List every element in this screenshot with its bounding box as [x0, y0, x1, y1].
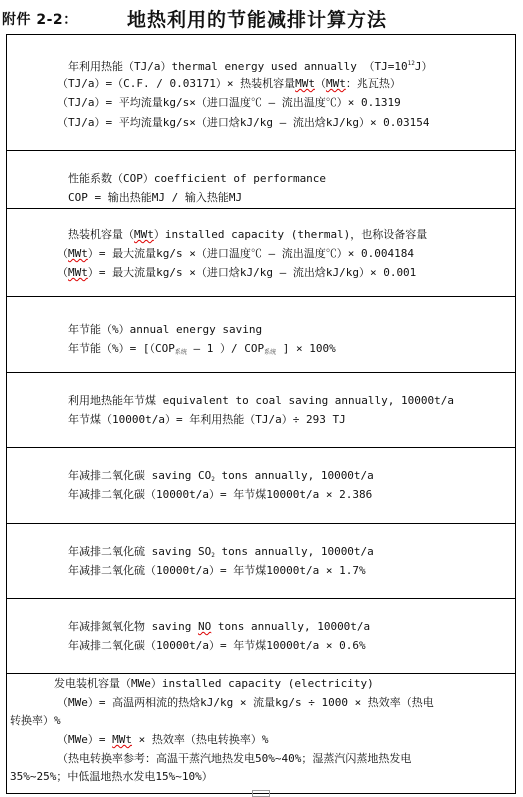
page-scroll-marker [252, 790, 270, 797]
co2-line-2: 年减排二氧化碳（10000t/a）= 年节煤10000t/a × 2.386 [68, 488, 373, 501]
section-annual-heat [6, 35, 516, 151]
section-capacity-electric [6, 674, 516, 794]
nox-line-1: 年减排氮氧化物 saving NO tons annually, 10000t/a [68, 620, 371, 633]
section-co2 [6, 448, 516, 524]
section-so2 [6, 524, 516, 599]
so2-line-2: 年减排二氧化硫（10000t/a）= 年节煤10000t/a × 1.7% [68, 564, 366, 577]
document-header [0, 0, 523, 34]
co2-line-1: 年减排二氧化碳 saving $CO_2$ tons annually, 10000t/a [68, 469, 374, 483]
coal-line-1: 利用地热能年节煤 equivalent to coal saving annually, 10000t/a [68, 394, 455, 407]
annual-heat-line-3: （TJ/a）= 平均流量kg/s×（进口温度℃ – 流出温度℃）× 0.1319 [57, 96, 401, 109]
capacity-thermal-line-3: （MWt）= 最大流量kg/s ×（进口焓kJ/kg – 流出焓kJ/kg）× 0.001 [57, 266, 417, 279]
energy-saving-line-1: 年节能（%）annual energy saving [68, 323, 263, 336]
document-title: 地热利用的节能减排计算方法 [127, 9, 388, 31]
cop-line-1: 性能系数（COP）coefficient of performance [68, 172, 327, 185]
section-coal [6, 373, 516, 448]
section-nox [6, 599, 516, 674]
annual-heat-line-2: （TJ/a）=（C.F. / 0.03171）× 热装机容量MWt（MWt：兆瓦热） [57, 77, 401, 90]
annual-heat-line-1: 年利用热能（TJ/a）thermal energy used annually $(TJ=10^{12}J)$ [68, 60, 433, 73]
capacity-electric-line-1: 发电装机容量（MWe）installed capacity (electricity) [54, 677, 374, 690]
nox-line-2: 年减排二氧化碳（10000t/a）= 年节煤10000t/a × 0.6% [68, 639, 366, 652]
cop-line-2: COP = 输出热能MJ / 输入热能MJ [68, 191, 243, 204]
so2-line-1: 年减排二氧化硫 saving $SO_2$ tons annually, 10000t/a [68, 545, 374, 559]
capacity-thermal-line-2: （MWt）= 最大流量kg/s ×（进口温度℃ – 流出温度℃）× 0.004184 [57, 247, 414, 260]
formula-table [6, 34, 516, 794]
capacity-thermal-line-1: 热装机容量（MWt）installed capacity (thermal)，也称设备容量 [68, 228, 428, 241]
section-energy-saving [6, 297, 516, 373]
attachment-label: 附件 2-2： [2, 12, 78, 28]
capacity-electric-line-3: 转换率）% [10, 714, 61, 727]
capacity-electric-line-5: （热电转换率参考：高温干蒸汽地热发电50%~40%；湿蒸汽闪蒸地热发电 [57, 752, 412, 765]
capacity-electric-line-6: 35%~25%；中低温地热水发电15%~10%） [10, 770, 213, 783]
capacity-electric-line-4: （MWe）= MWt × 热效率（热电转换率）% [57, 733, 269, 746]
section-cop [6, 151, 516, 209]
section-capacity-thermal [6, 209, 516, 297]
coal-line-2: 年节煤（10000t/a）= 年利用热能（TJ/a）÷ 293 TJ [68, 413, 346, 426]
annual-heat-line-4: （TJ/a）= 平均流量kg/s×（进口焓kJ/kg – 流出焓kJ/kg）× 0.03154 [57, 116, 430, 129]
capacity-electric-line-2: （MWe）= 高温两相流的热焓kJ/kg × 流量kg/s ÷ 1000 × 热效率（热电 [57, 696, 434, 709]
energy-saving-line-2: 年节能（%）= [（COP系统 – 1 ）/ COP系统 ] × 100% [68, 342, 336, 356]
